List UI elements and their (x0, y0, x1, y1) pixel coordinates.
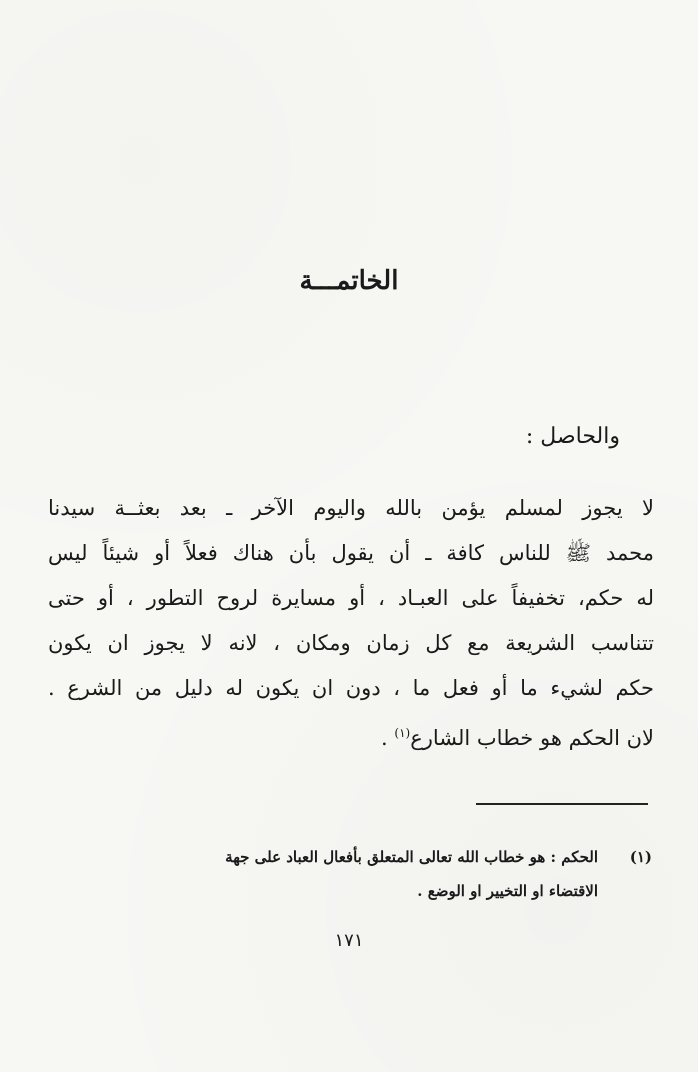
body-paragraph (48, 486, 654, 761)
footnote-line-2: الاقتضاء او التخيير او الوضع . (417, 882, 598, 900)
chapter-title: الخاتمـــة (299, 266, 399, 296)
footnote-marker: (١) (629, 848, 652, 866)
body-line-1: لا يجوز لمسلم يؤمن بالله واليوم الآخر ـ بعد بعثــة سيدنا (48, 496, 654, 520)
body-line-6-text: لان الحكم هو خطاب الشارع (410, 726, 654, 750)
body-line-3: له حكم، تخفيفاً على العبـاد ، أو مسايرة لروح التطور ، أو حتى (48, 586, 654, 610)
footnote (72, 840, 652, 908)
footnote-divider (476, 803, 648, 805)
intro-line: والحاصل : (525, 424, 620, 449)
footnote-reference: (١) (394, 726, 411, 740)
footnote-line-1: الحكم : هو خطاب الله تعالى المتعلق بأفعال العباد على جهة (225, 848, 598, 866)
body-line-5: حكم لشيء ما أو فعل ما ، دون ان يكون له دليل من الشرع . (48, 676, 654, 700)
body-line-6-end: . (381, 726, 395, 750)
body-line-6 (48, 711, 654, 761)
page-number: ١٧١ (334, 930, 364, 951)
body-line-2: محمد ﷺ للناس كافة ـ أن يقول بأن هناك فعلاً أو شيئاً ليس (48, 541, 654, 565)
body-line-4: تتناسب الشريعة مع كل زمان ومكان ، لانه لا يجوز ان يكون (48, 631, 654, 655)
